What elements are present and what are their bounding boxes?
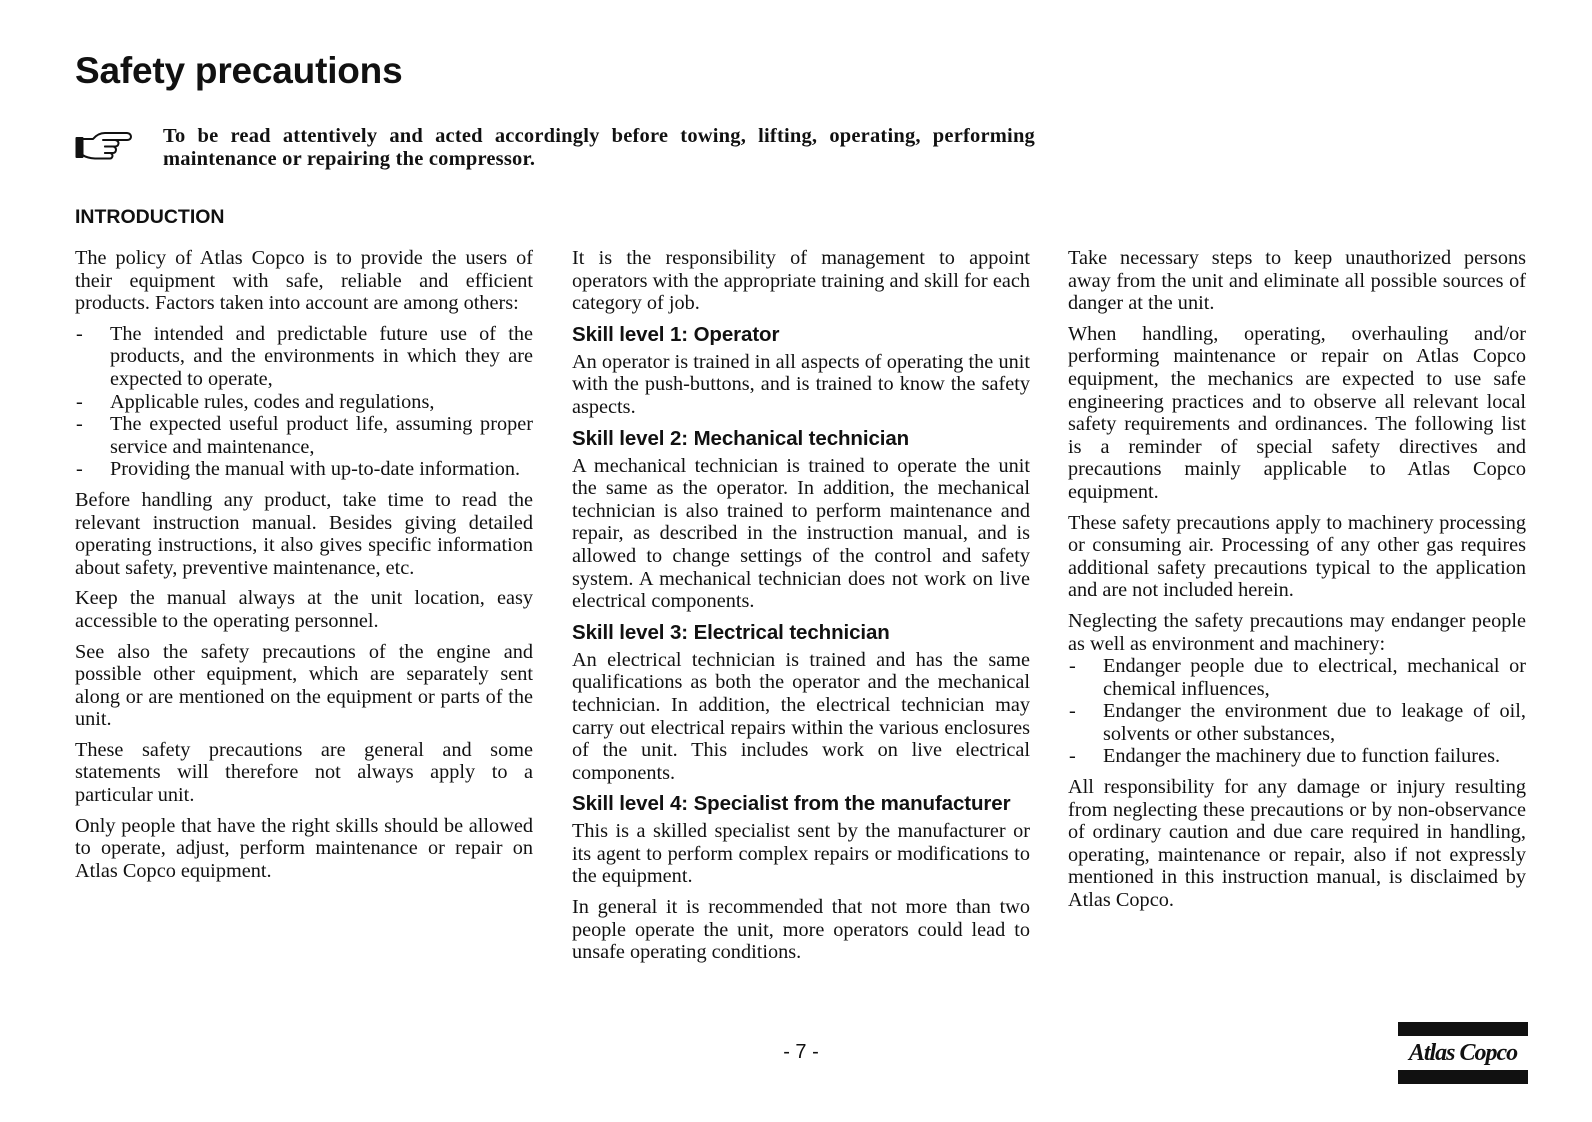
bullet-list [75,323,533,481]
list-item: - Endanger the environment due to leakage of oil, solvents or other substances, [1068,700,1526,745]
paragraph: Keep the manual always at the unit location, easy accessible to the operating personnel. [75,587,533,632]
paragraph: These safety precautions are general and some statements will therefore not always apply to a particular unit. [75,738,533,807]
paragraph: All responsibility for any damage or injury resulting from neglecting these precautions or by non-observance of ordinary caution and due care required in handling, operating, maintenance or repair, also if not expressly mentioned in this instruction manual, is disclaimed by Atlas Copco. [1068,776,1526,912]
page-title: Safety precautions [75,50,403,91]
skill-level-2-heading: Skill level 2: Mechanical technician [572,426,910,450]
page-number: - 7 - [783,1041,819,1063]
paragraph: When handling, operating, overhauling and/or performing maintenance or repair on Atlas Copco equipment, the mechanics are expected to use safe engineering practices and to observe all relevant local safety requirements and ordinances. The following list is a reminder of special safety directives and precautions mainly applicable to Atlas Copco equipment. [1068,322,1526,503]
column-3 [1068,247,1526,920]
logo-bar-top [1398,1022,1528,1036]
atlas-copco-logo [1398,1022,1528,1084]
paragraph: Before handling any product, take time to read the relevant instruction manual. Besides giving detailed operating instructions, it also gives specific information about safety, preventive maintenance, etc. [75,488,533,579]
logo-bar-bottom [1398,1070,1528,1084]
skill-level-1-heading: Skill level 1: Operator [572,322,780,346]
paragraph: Neglecting the safety precautions may endanger people as well as environment and machinery: [1068,609,1526,655]
paragraph: These safety precautions apply to machinery processing or consuming air. Processing of any other gas requires additional safety precautions typical to the application and are not included herein. [1068,511,1526,602]
bullet-list [1068,655,1526,768]
paragraph: This is a skilled specialist sent by the manufacturer or its agent to perform complex repairs or modifications to the equipment. [572,820,1030,888]
paragraph: See also the safety precautions of the engine and possible other equipment, which are separately sent along or are mentioned on the equipment or parts of the unit. [75,640,533,731]
paragraph: The policy of Atlas Copco is to provide the users of their equipment with safe, reliable and efficient products. Factors taken into account are among others: [75,247,533,315]
logo-wordmark: Atlas Copco [1408,1040,1518,1066]
column-1 [75,247,533,890]
list-item: - Endanger the machinery due to function failures. [1068,745,1526,768]
list-item: - The expected useful product life, assuming proper service and maintenance, [75,413,533,458]
list-item: - Applicable rules, codes and regulations, [75,391,533,414]
paragraph: An operator is trained in all aspects of operating the unit with the push-buttons, and is trained to know the safety aspects. [572,350,1030,418]
notice-text: To be read attentively and acted accordingly before towing, lifting, operating, performing maintenance or repairing the compressor. [163,125,1035,170]
list-item: - The intended and predictable future use of the products, and the environments in which they are expected to operate, [75,323,533,391]
paragraph: It is the responsibility of management to appoint operators with the appropriate training and skill for each category of job. [572,247,1030,315]
paragraph: A mechanical technician is trained to operate the unit the same as the operator. In addition, the mechanical technician is also trained to perform maintenance and repair, as described in the instruction manual, and is allowed to change settings of the control and safety system. A mechanical technician does not work on live electrical components. [572,454,1030,613]
column-2 [572,247,1030,972]
list-item: - Endanger people due to electrical, mechanical or chemical influences, [1068,655,1526,700]
section-heading-introduction: INTRODUCTION [75,206,225,228]
paragraph: In general it is recommended that not more than two people operate the unit, more operators could lead to unsafe operating conditions. [572,896,1030,964]
list-item: - Providing the manual with up-to-date information. [75,458,533,481]
paragraph: Only people that have the right skills should be allowed to operate, adjust, perform maintenance or repair on Atlas Copco equipment. [75,814,533,882]
paragraph: Take necessary steps to keep unauthorized persons away from the unit and eliminate all possible sources of danger at the unit. [1068,247,1526,315]
safety-notice [75,125,1035,171]
pointing-hand-icon [75,129,133,161]
skill-level-4-heading: Skill level 4: Specialist from the manufacturer [572,792,1011,816]
paragraph: An electrical technician is trained and has the same qualifications as both the operator and the mechanical technician. In addition, the electrical technician may carry out electrical repairs within the various enclosures of the unit. This includes work on live electrical components. [572,648,1030,784]
skill-level-3-heading: Skill level 3: Electrical technician [572,620,890,644]
